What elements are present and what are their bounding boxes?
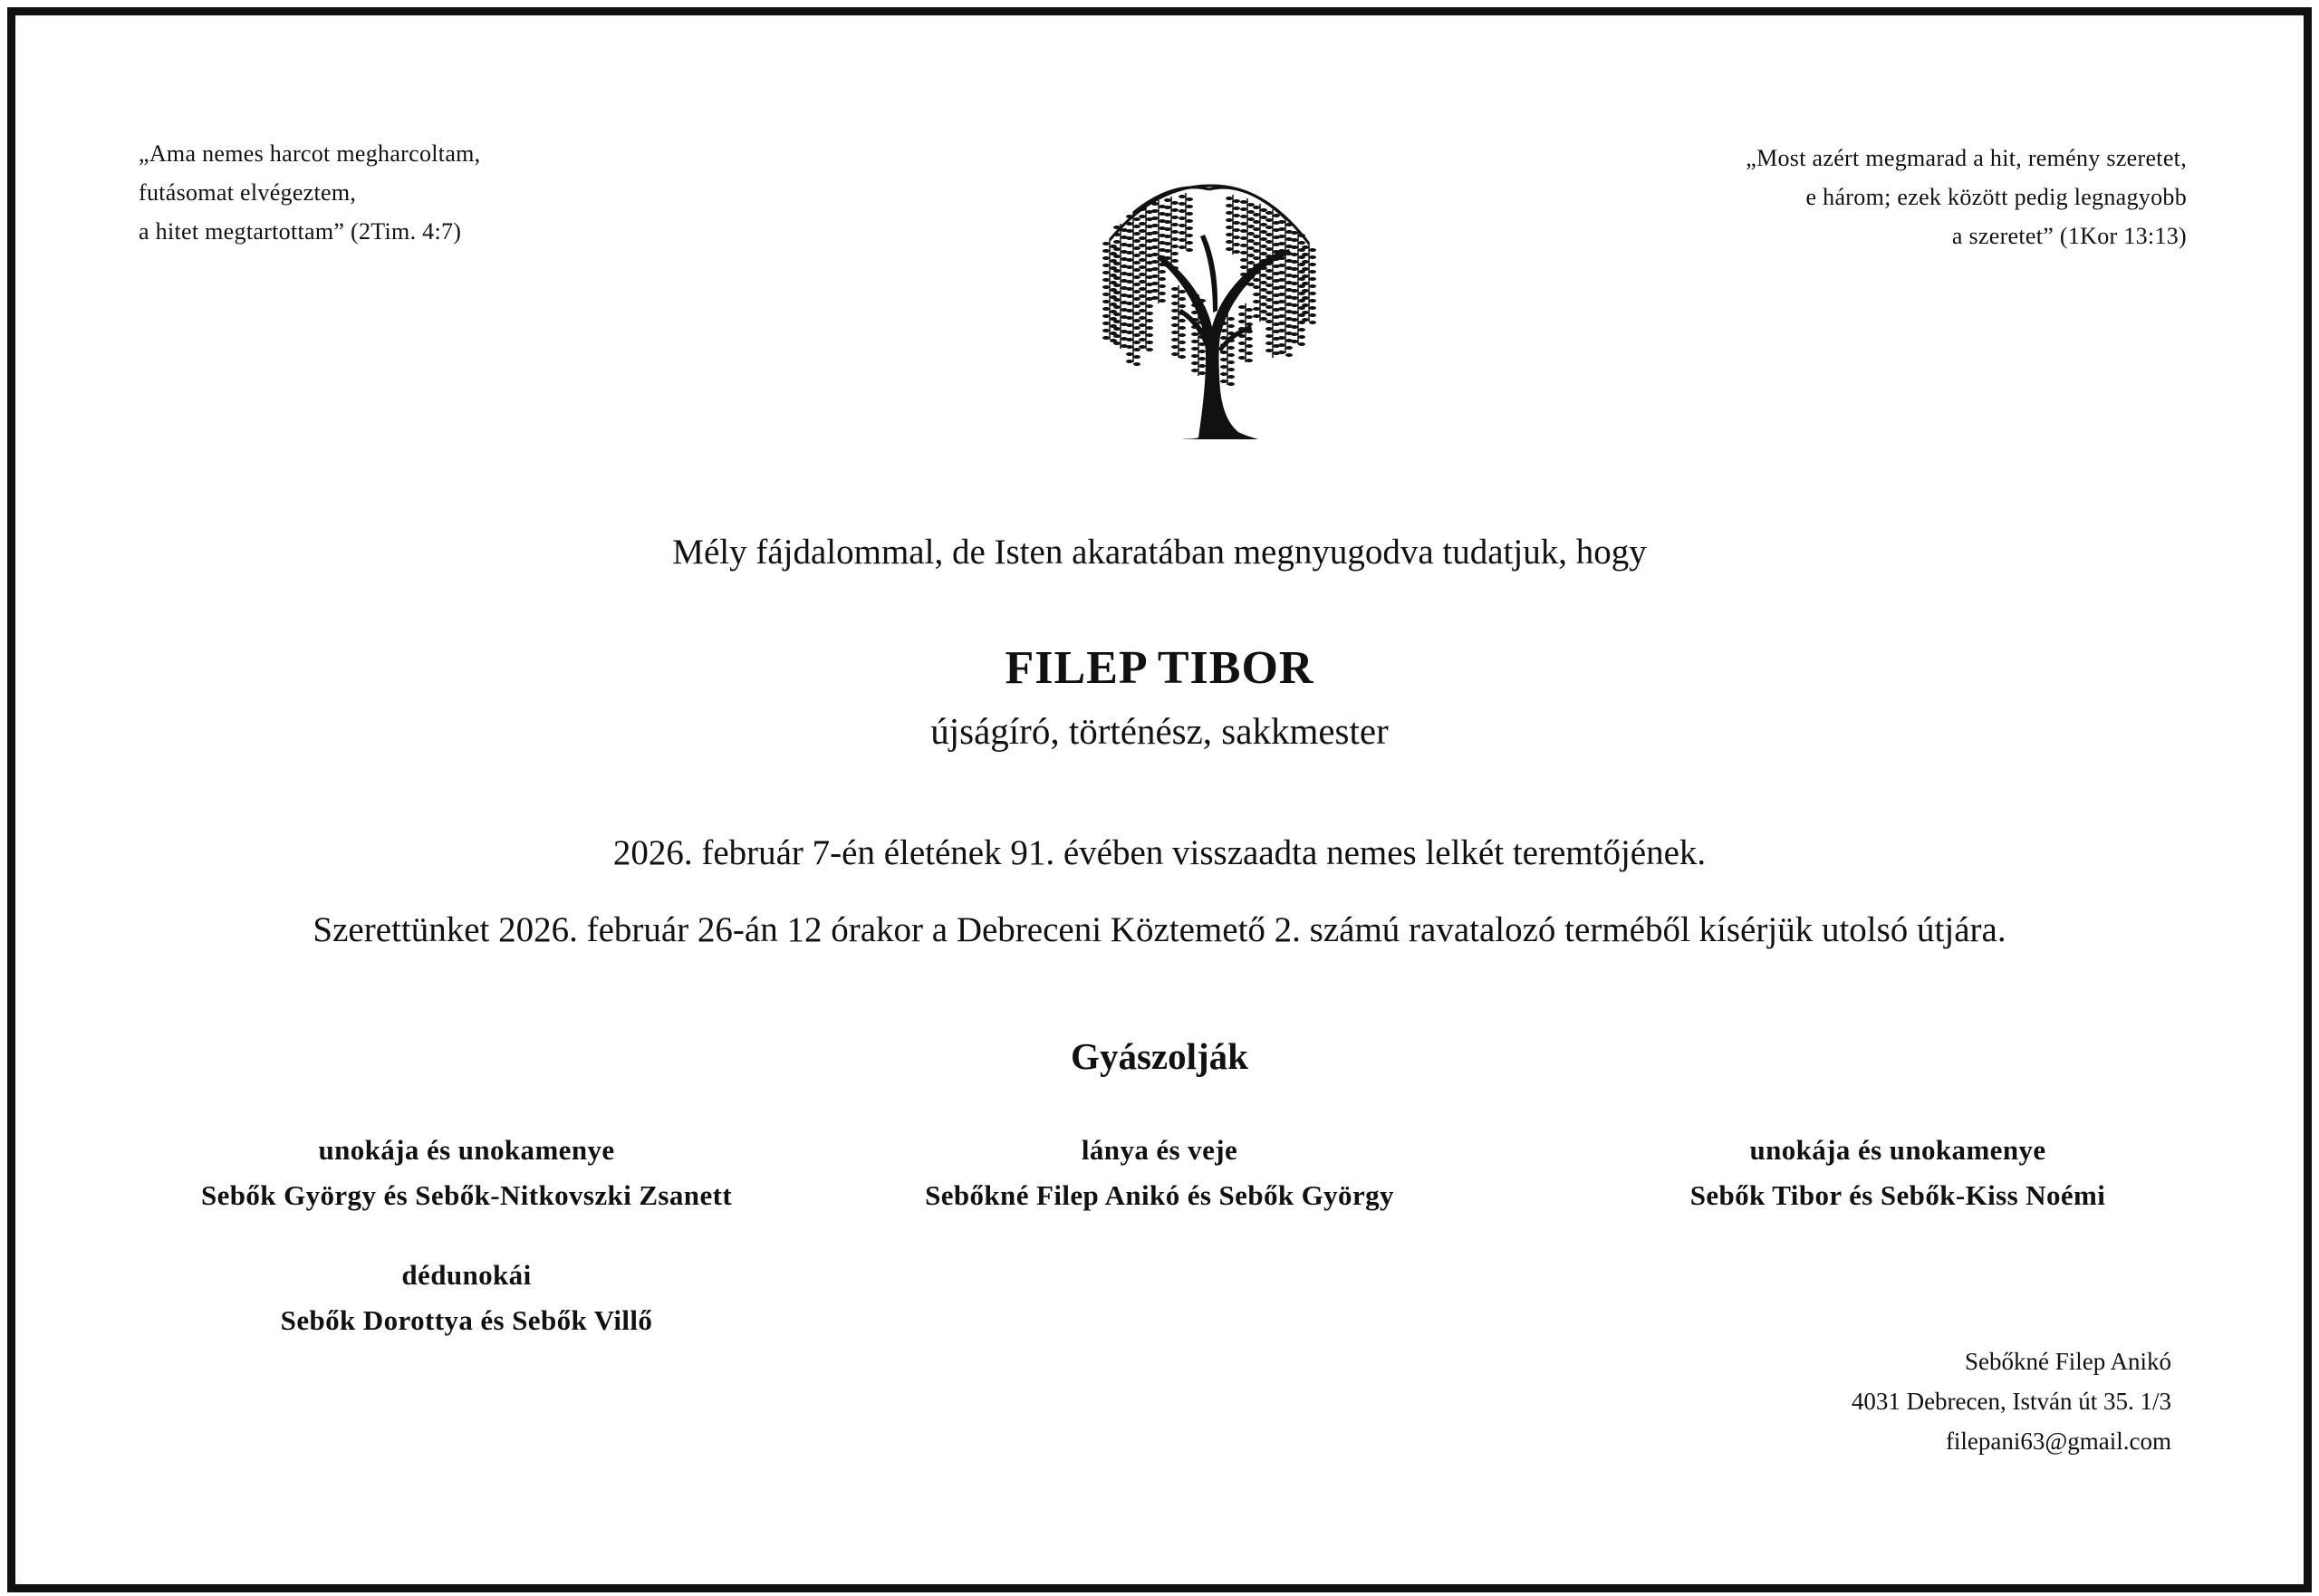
contact-email: filepani63@gmail.com [1945,1428,2171,1455]
mourner-group [145,1128,788,1218]
bible-quote-left [139,134,480,251]
quote-line: futásomat elvégeztem, [139,179,357,206]
funeral-notice: Szerettünket 2026. február 26-án 12 órakor a Debreceni Köztemető 2. számú ravatalozó terméből kísérjük utolsó útjára. [313,910,2006,949]
quote-line: „Most azért megmarad a hit, remény szeretet, [1746,145,2187,171]
mourner-group [145,1253,788,1343]
quote-line: a hitet megtartottam” (2Tim. 4:7) [139,218,462,245]
contact-name: Sebőkné Filep Anikó [1965,1348,2171,1375]
mourner-names: Sebők György és Sebők-Nitkovszki Zsanett [200,1179,733,1211]
mourner-names: Sebők Dorottya és Sebők Villő [280,1304,653,1336]
deceased-name: FILEP TIBOR [1005,642,1314,694]
mourners-title: Gyászolják [1071,1035,1248,1077]
death-notice: 2026. február 7-én életének 91. évében visszaadta nemes lelkét teremtőjének. [612,833,1707,872]
mourner-relation: unokája és unokamenye [1749,1134,2046,1166]
quote-line: a szeretet” (1Kor 13:13) [1951,223,2187,249]
contact-address: 4031 Debrecen, István út 35. 1/3 [1851,1388,2171,1415]
intro-text: Mély fájdalommal, de Isten akaratában megnyugodva tudatjuk, hogy [672,533,1647,572]
weeping-willow-icon [1092,168,1327,439]
mourner-names: Sebőkné Filep Anikó és Sebők György [925,1179,1394,1211]
mourner-group [1576,1128,2219,1218]
quote-line: „Ama nemes harcot megharcoltam, [139,140,481,167]
contact-block [1852,1341,2171,1461]
mourner-group [842,1128,1477,1218]
deceased-profession: újságíró, történész, sakkmester [930,710,1389,752]
mourner-relation: dédunokái [401,1259,532,1291]
quote-line: e három; ezek között pedig legnagyobb [1805,184,2187,210]
bible-quote-right [1746,139,2187,255]
mourner-names: Sebők Tibor és Sebők-Kiss Noémi [1689,1179,2106,1211]
mourner-relation: lánya és veje [1081,1134,1238,1166]
mourner-relation: unokája és unokamenye [318,1134,615,1166]
